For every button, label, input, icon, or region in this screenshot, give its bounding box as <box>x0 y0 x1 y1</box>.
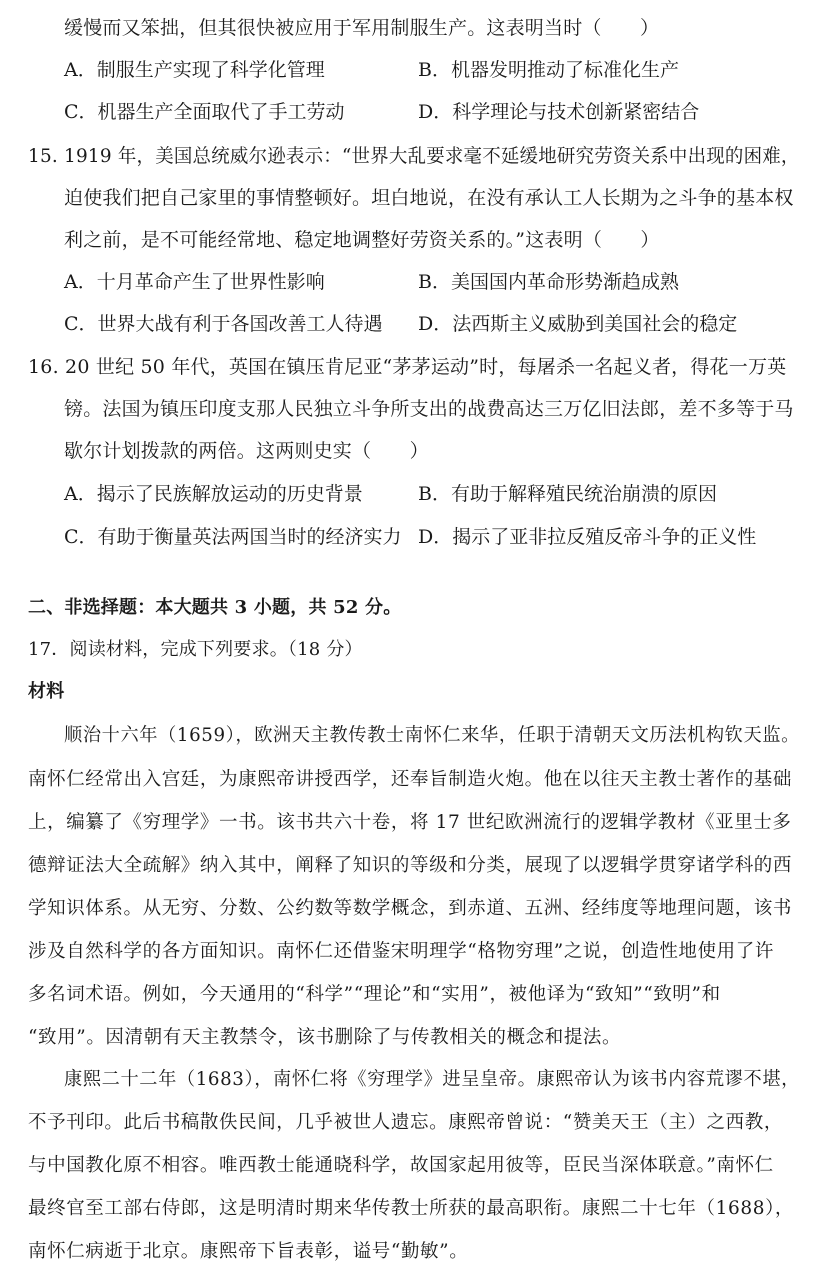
q16-stem-line: 镑。法国为镇压印度支那人民独立斗争所支出的战费高达三万亿旧法郎，差不多等于马 <box>64 398 794 420</box>
q16-option-c: C．有助于衡量英法两国当时的经济实力 <box>64 526 402 548</box>
material-line: 上，编纂了《穷理学》一书。该书共六十卷，将 17 世纪欧洲流行的逻辑学教材《亚里士多 <box>28 812 792 833</box>
material-line: 康熙二十二年（1683），南怀仁将《穷理学》进呈皇帝。康熙帝认为该书内容荒谬不堪， <box>64 1069 800 1090</box>
q14-option-c: C．机器生产全面取代了手工劳动 <box>64 101 345 123</box>
q17-stem: 17．阅读材料，完成下列要求。（18 分） <box>28 639 363 660</box>
q15-stem-line: 15. 1919 年，美国总统威尔逊表示：“世界大乱要求毫不延缓地研究劳资关系中出现的困难， <box>28 145 800 167</box>
q16-option-b: B．有助于解释殖民统治崩溃的原因 <box>418 483 717 505</box>
q14-option-a: A．制服生产实现了科学化管理 <box>64 59 325 81</box>
q15-option-b: B．美国国内革命形势渐趋成熟 <box>418 271 679 293</box>
q16-stem-line: 16. 20 世纪 50 年代，英国在镇压肯尼亚“茅茅运动”时，每屠杀一名起义者，得花一万英 <box>28 356 787 378</box>
q14-stem-tail: 缓慢而又笨拙，但其很快被应用于军用制服生产。这表明当时（ ） <box>64 17 660 39</box>
material-line: 南怀仁经常出入宫廷，为康熙帝讲授西学，还奉旨制造火炮。他在以往天主教士著作的基础 <box>28 769 793 790</box>
q14-option-d: D．科学理论与技术创新紧密结合 <box>418 101 700 123</box>
q15-option-a: A．十月革命产生了世界性影响 <box>64 271 325 293</box>
q16-option-a: A．揭示了民族解放运动的历史背景 <box>64 483 363 505</box>
material-line: 与中国教化原不相容。唯西教士能通晓科学，故国家起用彼等，臣民当深体联意。”南怀仁 <box>28 1155 774 1176</box>
section-heading: 二、非选择题：本大题共 3 小题，共 52 分。 <box>28 597 402 618</box>
q15-option-c: C．世界大战有利于各国改善工人待遇 <box>64 313 383 335</box>
material-label: 材料 <box>28 681 65 702</box>
material-line: 多名词术语。例如，今天通用的“科学”“理论”和“实用”，被他译为“致知”“致明”和 <box>28 984 721 1005</box>
q15-stem-line: 利之前，是不可能经常地、稳定地调整好劳资关系的。”这表明（ ） <box>64 229 660 251</box>
material-line: 涉及自然科学的各方面知识。南怀仁还借鉴宋明理学“格物穷理”之说，创造性地使用了许 <box>28 941 774 962</box>
material-line: “致用”。因清朝有天主教禁令，该书删除了与传教相关的概念和提法。 <box>28 1027 622 1048</box>
material-line: 学知识体系。从无穷、分数、公约数等数学概念，到赤道、五洲、经纬度等地理问题，该书 <box>28 898 793 919</box>
material-line: 不予刊印。此后书稿散佚民间，几乎被世人遗忘。康熙帝曾说：“赞美天王（主）之西教， <box>28 1112 783 1133</box>
q15-stem-line: 迫使我们把自己家里的事情整顿好。坦白地说，在没有承认工人长期为之斗争的基本权 <box>64 187 794 209</box>
q16-option-d: D．揭示了亚非拉反殖反帝斗争的正义性 <box>418 526 757 548</box>
q15-option-d: D．法西斯主义威胁到美国社会的稳定 <box>418 313 738 335</box>
material-line: 顺治十六年（1659），欧洲天主教传教士南怀仁来华，任职于清朝天文历法机构钦天监。 <box>64 725 800 746</box>
q14-option-b: B．机器发明推动了标准化生产 <box>418 59 679 81</box>
material-line: 南怀仁病逝于北京。康熙帝下旨表彰，谥号“勤敏”。 <box>28 1241 469 1262</box>
q16-stem-line: 歇尔计划拨款的两倍。这两则史实（ ） <box>64 440 429 462</box>
material-line: 最终官至工部右侍郎，这是明清时期来华传教士所获的最高职衔。康熙二十七年（1688）， <box>28 1198 795 1219</box>
material-line: 德辩证法大全疏解》纳入其中，阐释了知识的等级和分类，展现了以逻辑学贯穿诸学科的西 <box>28 855 793 876</box>
